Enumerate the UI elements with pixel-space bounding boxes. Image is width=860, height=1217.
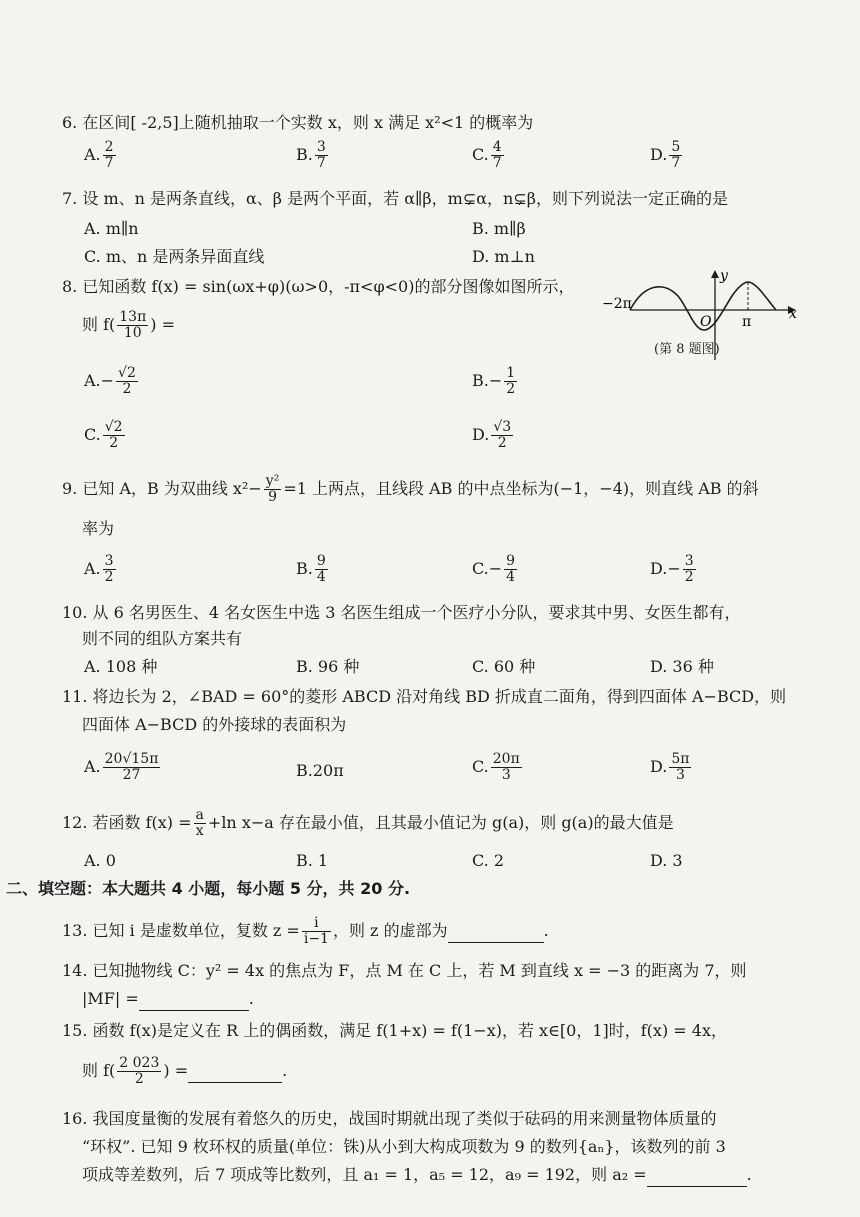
q11-option-d[interactable]: D. $\frac{5\pi}{3}$: [650, 751, 690, 783]
question-14-line2: |MF| = .: [82, 988, 254, 1011]
q7-option-d[interactable]: D. m⊥n: [472, 247, 535, 266]
fraction: $\frac{20√15\pi}{27}$: [104, 751, 159, 783]
q12-option-d[interactable]: D. 3: [650, 851, 683, 870]
fraction: $\frac{13\pi}{10}$: [119, 309, 147, 341]
q7-option-b[interactable]: B. m∥β: [472, 219, 526, 238]
fraction: $\frac{3}{2}$: [104, 553, 114, 585]
fraction: $\frac{√2}{2}$: [104, 419, 123, 451]
q10-option-a[interactable]: A. 108 种: [84, 657, 158, 676]
fraction: $\frac{5}{7}$: [671, 139, 681, 171]
question-12-stem: 12. 若函数 f(x) = $\frac{a}{x}$ +ln x−a 存在最小值，且其最小值记为 g(a)，则 g(a)的最大值是: [62, 807, 674, 839]
q11-option-a[interactable]: A. $\frac{20√15\pi}{27}$: [84, 751, 159, 783]
question-11-line2: 四面体 A−BCD 的外接球的表面积为: [82, 715, 347, 734]
q7-option-a[interactable]: A. m∥n: [84, 219, 139, 238]
label-neg-2pi: −2π: [602, 296, 632, 312]
q10-option-c[interactable]: C. 60 种: [472, 657, 536, 676]
question-11-stem: 11. 将边长为 2，∠BAD = 60°的菱形 ABCD 沿对角线 BD 折成直二面角，得到四面体 A−BCD，则: [62, 687, 787, 706]
question-16-line1: 16. 我国度量衡的发展有着悠久的历史，战国时期就出现了类似于砝码的用来测量物体质量的: [62, 1109, 717, 1128]
answer-blank-14[interactable]: [139, 988, 249, 1011]
fraction: $\frac{√2}{2}$: [118, 365, 136, 397]
fraction: $\frac{1}{2}$: [506, 365, 516, 397]
q9-option-d[interactable]: D.− $\frac{3}{2}$: [650, 553, 694, 585]
fraction: $\frac{20\pi}{3}$: [492, 751, 520, 783]
answer-blank-15[interactable]: [188, 1060, 282, 1083]
q9-option-b[interactable]: B. $\frac{9}{4}$: [296, 553, 326, 585]
q8-option-d[interactable]: D. $\frac{√3}{2}$: [472, 419, 512, 451]
figure-8-caption: (第 8 题图): [654, 342, 720, 357]
q9-option-c[interactable]: C.− $\frac{9}{4}$: [472, 553, 516, 585]
question-8-line2: 则 f( $\frac{13\pi}{10}$ ) =: [82, 309, 176, 341]
section-2-heading: 二、填空题：本大题共 4 小题，每小题 5 分，共 20 分.: [6, 879, 411, 898]
label-origin: O: [700, 314, 712, 330]
question-10-stem: 10. 从 6 名男医生、4 名女医生中选 3 名医生组成一个医疗小分队，要求其中男、女医生都有，: [62, 603, 741, 622]
q8-option-a[interactable]: A.− $\frac{√2}{2}$: [84, 365, 136, 397]
question-6-stem: 6. 在区间[ -2,5]上随机抽取一个实数 x，则 x 满足 x²<1 的概率为: [62, 113, 534, 132]
question-10-line2: 则不同的组队方案共有: [82, 629, 243, 648]
q6-option-b[interactable]: B. $\frac{3}{7}$: [296, 139, 326, 171]
q12-option-b[interactable]: B. 1: [296, 851, 329, 870]
fraction: $\frac{2}{7}$: [104, 139, 114, 171]
question-7-stem: 7. 设 m、n 是两条直线，α、β 是两个平面，若 α∥β，m⊊α，n⊊β，则下列说法一定正确的是: [62, 189, 729, 208]
question-14-line1: 14. 已知抛物线 C：y² = 4x 的焦点为 F，点 M 在 C 上，若 M 到直线 x = −3 的距离为 7，则: [62, 961, 747, 980]
fraction: $\frac{3}{7}$: [316, 139, 326, 171]
question-15-line2: 则 f( $\frac{2 023}{2}$ ) = .: [82, 1055, 288, 1087]
question-9-line2: 率为: [82, 519, 115, 538]
q7-option-c[interactable]: C. m、n 是两条异面直线: [84, 247, 265, 266]
fraction: $\frac{\text{y²}}{9}$: [265, 473, 280, 505]
q10-option-d[interactable]: D. 36 种: [650, 657, 714, 676]
q6-option-a[interactable]: A. $\frac{2}{7}$: [84, 139, 114, 171]
q11-option-b[interactable]: B.20π: [296, 761, 344, 780]
question-16-line2: “环权”. 已知 9 枚环权的质量(单位：铢)从小到大构成项数为 9 的数列{aₙ}，该数列的前 3: [82, 1137, 726, 1156]
question-9-stem: 9. 已知 A，B 为双曲线 x²− $\frac{\text{y²}}{9}$ =1 上两点，且线段 AB 的中点坐标为(−1，−4)，则直线 AB 的斜: [62, 473, 759, 505]
q8-option-c[interactable]: C. $\frac{√2}{2}$: [84, 419, 123, 451]
y-axis-arrow-icon: [711, 270, 719, 278]
label-y: y: [720, 268, 728, 284]
q12-option-c[interactable]: C. 2: [472, 851, 505, 870]
fraction: $\frac{2 023}{2}$: [119, 1055, 160, 1087]
q6-option-d[interactable]: D. $\frac{5}{7}$: [650, 139, 681, 171]
fraction: $\frac{3}{2}$: [684, 553, 694, 585]
fraction: $\frac{a}{x}$: [195, 807, 204, 839]
q10-option-b[interactable]: B. 96 种: [296, 657, 360, 676]
fraction: $\frac{i}{i-1}$: [303, 915, 329, 947]
fraction: $\frac{9}{4}$: [316, 553, 326, 585]
label-pi: π: [742, 314, 752, 330]
fraction: $\frac{9}{4}$: [506, 553, 516, 585]
fraction: $\frac{4}{7}$: [492, 139, 502, 171]
q11-option-c[interactable]: C. $\frac{20\pi}{3}$: [472, 751, 520, 783]
q6-option-c[interactable]: C. $\frac{4}{7}$: [472, 139, 502, 171]
fraction: $\frac{5\pi}{3}$: [671, 751, 690, 783]
q9-option-a[interactable]: A. $\frac{3}{2}$: [84, 553, 114, 585]
question-16-line3: 项成等差数列，后 7 项成等比数列，且 a₁ = 1，a₅ = 12，a₉ = 192，则 a₂ = .: [82, 1164, 752, 1187]
answer-blank-13[interactable]: [448, 920, 544, 943]
fraction: $\frac{√3}{2}$: [493, 419, 512, 451]
label-x: x: [789, 306, 797, 322]
answer-blank-16[interactable]: [647, 1164, 747, 1187]
question-8-stem: 8. 已知函数 f(x) = sin(ωx+φ)(ω>0，-π<φ<0)的部分图像如图所示，: [62, 277, 575, 296]
q8-option-b[interactable]: B.− $\frac{1}{2}$: [472, 365, 516, 397]
question-15-line1: 15. 函数 f(x)是定义在 R 上的偶函数，满足 f(1+x) = f(1−x)，若 x∈[0，1]时，f(x) = 4x，: [62, 1021, 727, 1040]
question-13: 13. 已知 i 是虚数单位，复数 z = $\frac{i}{i-1}$ ，则 z 的虚部为 .: [62, 915, 549, 947]
q12-option-a[interactable]: A. 0: [84, 851, 116, 870]
